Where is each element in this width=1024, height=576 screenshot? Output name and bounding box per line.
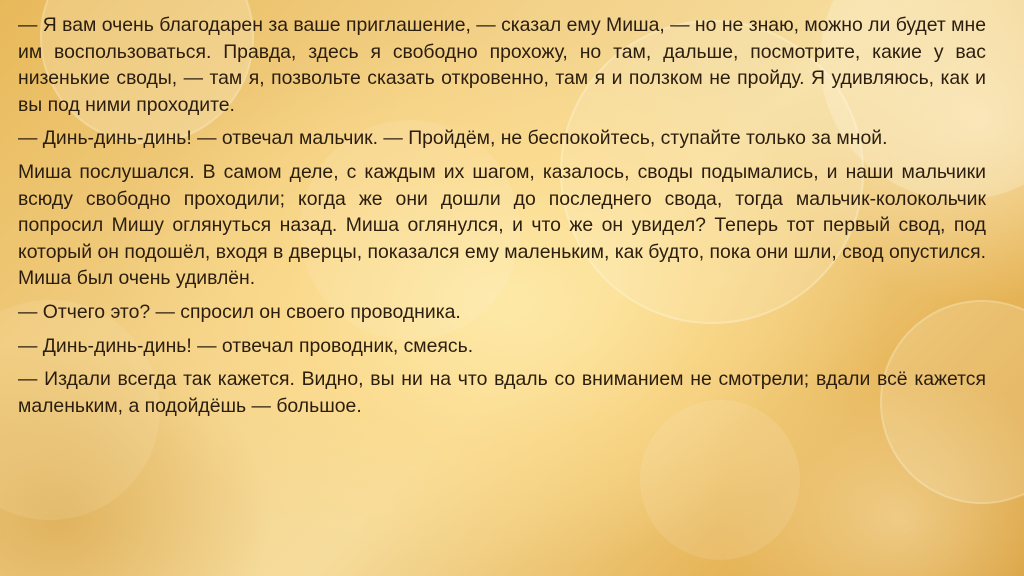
paragraph-5: — Динь-динь-динь! — отвечал проводник, смеясь. bbox=[18, 334, 474, 357]
paragraph-3: Миша послушался. В самом деле, с каждым их шагом, казалось, своды подымались, и наши мальчики всюду свободно проходили; когда же они дошли до последнего свода, тогда мальчик-колокольчик попросил Мишу оглянуться назад. Миша оглянулся, и что же он увидел? Теперь тот первый свод, под который он подошёл, входя в дверцы, показался ему маленьким, как будто, пока они шли, свод опустился. Миша был очень удивлён. bbox=[18, 160, 987, 290]
paragraph-4: — Отчего это? — спросил он своего проводника. bbox=[18, 300, 461, 323]
paragraph-6: — Издали всегда так кажется. Видно, вы ни на что вдаль со вниманием не смотрели; вдали всё кажется маленьким, а подойдёшь — большое. bbox=[18, 368, 986, 417]
paragraph-2: — Динь-динь-динь! — отвечал мальчик. — Пройдём, не беспокойтесь, ступайте только за мной. bbox=[18, 127, 888, 150]
slide-text-body bbox=[18, 12, 986, 426]
paragraph-1: — Я вам очень благодарен за ваше приглашение, — сказал ему Миша, — но не знаю, можно ли будет мне им воспользоваться. Правда, здесь я свободно прохожу, но там, дальше, посмотрите, какие у вас низенькие своды, — там я, позвольте сказать откровенно, там я и ползком не пройду. Я удивляюсь, как и вы под ними проходите. bbox=[18, 14, 986, 116]
